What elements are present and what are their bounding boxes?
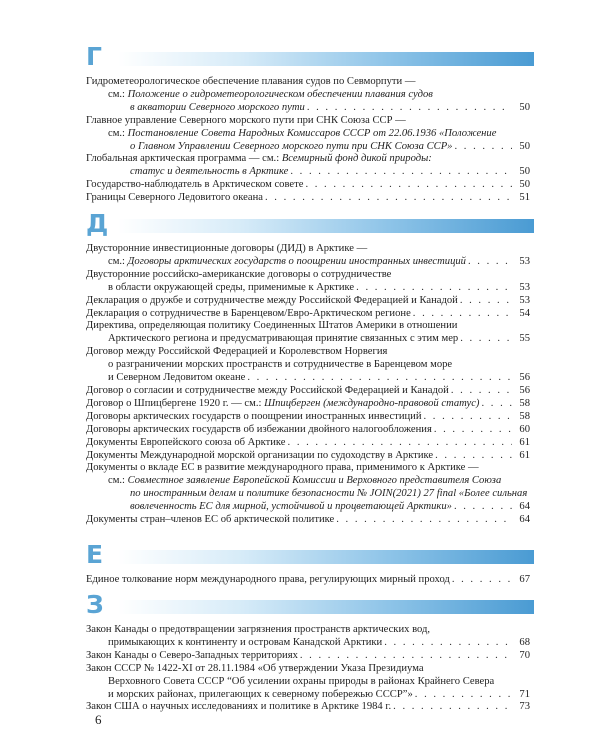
entry-title: см.: [108,127,128,139]
entry-text [86,320,457,331]
entry-line [86,153,530,166]
entry-title: примыкающих к континенту и островам Канадской Арктики [108,636,383,648]
entry-text [108,372,245,385]
index-entry[interactable] [86,269,530,295]
entry-line [86,462,530,475]
index-entry[interactable] [86,514,530,527]
entry-reference: вовлеченность ЕС для мирной, устойчивой и процветающей Арктики» [130,501,452,513]
entry-page-number[interactable]: 50 [519,140,530,152]
entry-text [86,424,432,437]
entry-text [108,89,433,100]
entry-title: Гидрометеорологическое обеспечение плавания судов по Севморпути — [86,76,416,87]
leader-dots [434,424,512,437]
entry-title: Закон США о научных исследованиях и политике в Арктике 1984 г. [86,701,392,713]
entry-text [86,115,406,126]
entry-text [86,269,391,280]
entry-line [86,141,530,154]
index-entry[interactable] [86,295,530,308]
entry-title: Двусторонние инвестиционные договоры (ДИД) в Арктике — [86,243,368,254]
entry-text [86,701,391,714]
index-section [86,211,530,527]
entry-title: Документы о вкладе ЕС в развитие международного права, применимого к Арктике — [86,462,479,474]
index-entry[interactable] [86,624,530,650]
entry-line [86,333,530,346]
entry-title: см.: [108,255,128,267]
entry-page-number[interactable]: 73 [519,701,530,713]
leader-dots [460,295,512,308]
entry-title: Документы Европейского союза об Арктике [86,436,286,448]
entry-line [86,192,530,205]
entry-line [86,624,530,637]
entry-title: Главное управление Северного морского пути при СНК Союза ССР — [86,114,406,126]
index-entry[interactable] [86,450,530,463]
entry-line [86,372,530,385]
leader-dots [454,501,512,514]
entry-title: Документы стран–членов ЕС об арктической политике [86,514,335,526]
entry-text [108,333,458,346]
index-entry[interactable] [86,398,530,411]
leader-dots [481,398,512,411]
leader-dots [393,701,512,714]
leader-dots [454,141,512,154]
entry-line [86,411,530,424]
entry-title: и морских районах, прилегающих к северному побережью СССР”» [108,688,413,700]
entry-page-number[interactable]: 70 [519,649,530,661]
entry-text [86,437,286,450]
entry-title: Единое толкование норм международного права, регулирующих мирный проход [86,574,450,585]
index-section [86,592,530,714]
entry-title: Договор между Российской Федерацией и Королевством Норвегия [86,346,388,358]
entry-page-number[interactable]: 67 [519,574,530,585]
entry-line [86,701,530,714]
leader-dots [356,282,512,295]
entry-text [108,475,501,486]
index-entry[interactable] [86,650,530,663]
entry-title: Декларация о сотрудничестве в Баренцевом/Евро-Арктическом регионе [86,307,411,319]
entry-line [86,269,530,282]
entry-line [86,663,530,676]
index-entry[interactable] [86,701,530,714]
entry-line [86,650,530,663]
index-entry[interactable] [86,320,530,346]
entry-text [86,650,298,663]
entry-text [108,359,452,370]
leader-dots [300,650,512,663]
entry-page-number[interactable]: 64 [519,514,530,526]
section-header-bar [118,550,534,564]
section-header-bar [118,52,534,66]
leader-dots [424,411,513,424]
entry-line [86,256,530,269]
entry-page-number[interactable]: 53 [519,281,530,293]
entry-text [108,637,382,650]
entry-title: Директива, определяющая политику Соединенных Штатов Америки в отношении [86,320,458,332]
entry-title: Двусторонние российско-американские договоры о сотрудничестве [86,268,392,280]
entry-reference: Совместное заявление Европейской Комиссии и Верховного представителя Союза [127,475,502,487]
leader-dots [435,450,512,463]
entry-page-number[interactable]: 71 [519,688,530,700]
entry-page-number[interactable]: 58 [519,397,530,409]
section-header [86,211,530,237]
section-header [86,44,530,70]
entry-page-number[interactable]: 53 [519,255,530,267]
leader-dots [415,689,512,702]
entry-title: Закон Канады о Северо-Западных территориях [86,649,298,661]
entry-text [86,346,387,357]
entry-line [86,501,530,514]
entry-line [86,398,530,411]
entry-title: Документы Международной морской организации по судоходству в Арктике [86,449,434,461]
entry-line [86,437,530,450]
entry-title: и Северном Ледовитом океане [108,372,246,384]
entry-text [130,102,305,115]
entry-line [86,574,530,587]
entry-page-number[interactable]: 54 [519,307,530,319]
entry-page-number[interactable]: 50 [519,166,530,178]
leader-dots [305,179,512,192]
index-section [86,542,530,587]
entry-page-number[interactable]: 50 [519,101,530,113]
index-section [86,44,530,205]
entry-page-number[interactable]: 58 [519,410,530,422]
entry-page-number[interactable]: 61 [519,436,530,448]
index-entry[interactable] [86,192,530,205]
entry-line [86,308,530,321]
section-letter: З [86,590,104,619]
entry-reference: Шпицберген (международно-правовой статус) [264,397,480,409]
index-entry[interactable] [86,385,530,398]
entry-title: Закон Канады о предотвращении загрязнения пространств арктических вод, [86,624,431,635]
entry-page-number[interactable]: 55 [519,333,530,345]
entry-text [108,282,354,295]
entry-text [108,689,413,702]
entry-text [86,295,458,308]
entry-line [86,166,530,179]
entry-text [86,192,263,205]
entry-page-number[interactable]: 68 [519,636,530,648]
index-entry[interactable] [86,243,530,269]
entry-title: Арктического региона и предусматривающая принятие связанных с этим мер [108,333,459,345]
entry-title: о разграничении морских пространств и сотрудничестве в Баренцевом море [108,359,453,371]
entry-text [86,450,433,463]
entry-line [86,102,530,115]
entry-page-number[interactable]: 53 [519,294,530,306]
entry-text [86,398,479,411]
leader-dots [451,385,512,398]
entry-title: Декларация о дружбе и сотрудничестве между Российской Федерацией и Канадой [86,294,458,306]
index-entry[interactable] [86,437,530,450]
entry-page-number[interactable]: 50 [519,179,530,191]
section-letter: Е [86,540,104,569]
entry-title: Договор о Шпицбергене 1920 г. — см.: [86,397,265,409]
entry-reference: Положение о гидрометеорологическом обеспечении плавания судов [127,88,433,100]
index-entry[interactable] [86,308,530,321]
section-header-bar [118,219,534,233]
entry-line [86,475,530,488]
entry-line [86,488,530,501]
index-entry[interactable] [86,153,530,179]
entry-line [86,346,530,359]
index-entry[interactable] [86,411,530,424]
entry-line [86,676,530,689]
entry-text [86,243,367,254]
index-entry[interactable] [86,179,530,192]
entry-text [86,76,415,87]
entry-title: Договоры арктических государств о поощрении иностранных инвестиций [86,410,422,422]
entry-title: Глобальная арктическая программа — см.: [86,153,282,165]
entry-title: Государство-наблюдатель в Арктическом совете [86,179,304,191]
entry-line [86,514,530,527]
leader-dots [247,372,512,385]
index-entry[interactable] [86,115,530,154]
entry-line [86,243,530,256]
index-entry[interactable] [86,574,530,587]
entry-reference: по иностранным делам и политике безопасности № JOIN(2021) 27 final «Более сильная [130,488,528,500]
entry-reference: Всемирный фонд дикой природы: [281,153,432,165]
entry-page-number[interactable]: 56 [519,372,530,384]
entry-page-number[interactable]: 56 [519,384,530,396]
entry-line [86,637,530,650]
entry-title: см.: [108,475,128,487]
entry-reference: статус и деятельность в Арктике [130,166,289,178]
entry-line [86,179,530,192]
entry-reference: Договоры арктических государств о поощрении иностранных инвестиций [127,255,466,267]
entry-text [86,153,432,164]
index-entry[interactable] [86,462,530,514]
index-entry[interactable] [86,76,530,115]
entry-title: см.: [108,88,128,100]
entry-title: Договор о согласии и сотрудничестве между Российской Федерацией и Канадой [86,384,449,396]
entry-text [108,128,496,139]
leader-dots [460,333,512,346]
entry-text [130,141,452,154]
entry-text [86,624,430,635]
section-header-bar [118,600,534,614]
leader-dots [413,308,512,321]
leader-dots [265,192,512,205]
leader-dots [336,514,512,527]
entry-text [86,308,411,321]
entry-page-number[interactable]: 61 [519,449,530,461]
entry-page-number[interactable]: 51 [519,192,530,204]
entry-line [86,424,530,437]
section-letter: Г [86,42,102,71]
index-entry[interactable] [86,424,530,437]
entry-text [86,385,449,398]
entry-text [108,676,494,687]
leader-dots [290,166,512,179]
section-letter: Д [86,209,109,238]
entry-line [86,89,530,102]
leader-dots [452,574,512,587]
entry-reference: в акватории Северного морского пути [130,101,305,113]
entry-line [86,282,530,295]
entry-text [130,501,452,514]
entry-line [86,115,530,128]
entry-line [86,359,530,372]
entry-title: в области окружающей среды, применимые к Арктике [108,281,355,293]
entry-text [108,256,466,269]
entry-line [86,128,530,141]
section-header [86,542,530,568]
entry-line [86,76,530,89]
leader-dots [288,437,512,450]
entry-line [86,689,530,702]
entry-line [86,295,530,308]
entry-text [86,462,479,473]
entry-line [86,450,530,463]
section-header [86,592,530,618]
entry-title: Договоры арктических государств об избежании двойного налогообложения [86,423,432,435]
entry-page-number[interactable]: 60 [519,423,530,435]
entry-reference: Постановление Совета Народных Комиссаров СССР от 22.06.1936 «Положение [127,127,497,139]
leader-dots [307,102,512,115]
entry-line [86,320,530,333]
leader-dots [384,637,512,650]
entry-text [86,514,334,527]
entry-text [130,166,288,179]
entry-title: Границы Северного Ледовитого океана [86,192,263,204]
entry-text [86,574,450,587]
entry-title: Закон СССР № 1422-XI от 28.11.1984 «Об утверждении Указа Президиума [86,662,424,674]
page-number: 6 [95,712,102,727]
leader-dots [468,256,512,269]
entry-text [130,488,527,499]
entry-text [86,179,303,192]
entry-line [86,385,530,398]
entry-page-number[interactable]: 64 [519,501,530,513]
index-entry[interactable] [86,663,530,702]
entry-title: Верховного Совета СССР “Об усилении охраны природы в районах Крайнего Севера [108,675,495,687]
entry-text [86,663,424,674]
entry-reference: о Главном Управлении Северного морского пути при СНК Союза ССР» [130,140,453,152]
index-entry[interactable] [86,346,530,385]
entry-text [86,411,422,424]
